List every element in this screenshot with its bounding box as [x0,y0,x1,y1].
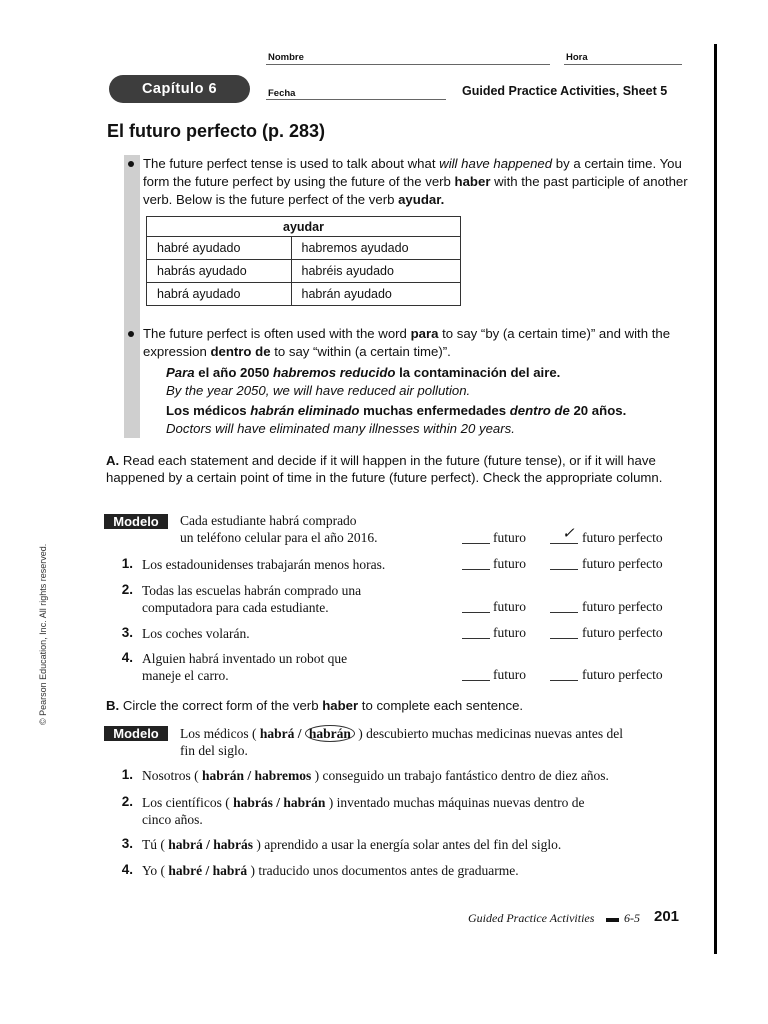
table-cell: habremos ayudado [291,237,460,260]
modelo-statement-line2: un teléfono celular para el año 2016. [180,530,378,545]
item-sentence: Tú ( habrá / habrás ) aprendido a usar la energía solar antes del fin del siglo. [142,837,562,852]
example-2: Los médicos habrán eliminado muchas enfermedades dentro de 20 años. [166,403,627,418]
futuro-perfecto-option: futuro perfecto [582,530,663,545]
info-sidebar-bar [124,155,140,438]
intro-paragraph-2: The future perfect is often used with the word para to say “by (a certain time)” and with the expression dentro de to say “within (a certain time)”. [143,326,671,359]
futuro-option: futuro [493,667,526,682]
intro-paragraph-1: The future perfect tense is used to talk about what will have happened by a certain time. You form the future perfect by using the future of the verb haber with the past participle of another verb. Below is the future perfect of the verb ayudar. [143,156,688,207]
modelo-badge: Modelo [104,726,168,741]
section-a-instructions: A. Read each statement and decide if it will happen in the future (future tense), or if it will have happened by a certain point of time in the future (future perfect). Check the appropriate column. [106,453,663,485]
item-number: 2. [121,582,133,597]
item-number: 3. [121,625,133,640]
item-statement-line2: maneje el carro. [142,668,229,683]
futuro-perfecto-blank [550,543,578,544]
page-title: El futuro perfecto (p. 283) [107,121,326,141]
futuro-perfecto-option: futuro perfecto [582,625,663,640]
bullet-icon [128,161,134,167]
table-cell: habrán ayudado [291,283,460,306]
futuro-option: futuro [493,530,526,545]
item-statement-line2: computadora para cada estudiante. [142,600,329,615]
futuro-blank[interactable] [462,680,490,681]
futuro-perfecto-blank[interactable] [550,638,578,639]
futuro-blank[interactable] [462,569,490,570]
modelo-badge: Modelo [104,514,168,529]
table-row [147,237,461,260]
futuro-perfecto-blank[interactable] [550,612,578,613]
example-1-translation: By the year 2050, we will have reduced air pollution. [166,383,471,398]
futuro-perfecto-option: futuro perfecto [582,667,663,682]
example-2-translation: Doctors will have eliminated many illnesses within 20 years. [166,421,515,436]
choice-options[interactable]: habrá / habrás [168,837,254,852]
item-number: 2. [121,794,133,809]
item-number: 1. [121,767,133,782]
example-1: Para el año 2050 habremos reducido la contaminación del aire. [166,365,561,380]
fecha-label: Fecha [268,88,296,99]
futuro-blank [462,543,490,544]
check-mark-icon: ✓ [562,526,575,542]
nombre-label: Nombre [268,52,304,63]
table-header: ayudar [147,217,461,237]
modelo-sentence-line2: fin del siglo. [180,743,248,758]
footer-label: Guided Practice Activities [468,911,595,925]
footer-dash [606,918,619,922]
futuro-perfecto-blank[interactable] [550,680,578,681]
modelo-sentence: Los médicos ( habrá / habrán ) descubierto muchas medicinas nuevas antes del [180,726,623,741]
page-edge-bar [714,44,717,954]
bullet-icon [128,331,134,337]
item-sentence: Los científicos ( habrás / habrán ) inventado muchas máquinas nuevas dentro de [142,795,585,810]
table-row [147,283,461,306]
futuro-perfecto-blank[interactable] [550,569,578,570]
chapter-badge: Capítulo 6 [109,75,250,103]
futuro-option: futuro [493,556,526,571]
item-number: 3. [121,836,133,851]
table-row [147,260,461,283]
table-cell: habrá ayudado [147,283,292,306]
item-statement: Alguien habrá inventado un robot que [142,651,348,666]
futuro-blank[interactable] [462,612,490,613]
futuro-blank[interactable] [462,638,490,639]
sheet-title: Guided Practice Activities, Sheet 5 [462,84,668,98]
item-number: 1. [121,556,133,571]
choice-options[interactable]: habrán / habremos [202,768,312,783]
choice-options[interactable]: habré / habrá [168,863,248,878]
choice-options[interactable]: habrás / habrán [233,795,326,810]
futuro-option: futuro [493,599,526,614]
futuro-perfecto-option: futuro perfecto [582,599,663,614]
table-cell: habrás ayudado [147,260,292,283]
circled-answer: habrán [305,725,355,742]
item-number: 4. [121,650,133,665]
item-statement: Los coches volarán. [142,626,250,641]
modelo-statement-line1: Cada estudiante habrá comprado [180,513,357,528]
table-cell: habré ayudado [147,237,292,260]
hora-label: Hora [566,52,588,63]
item-statement: Todas las escuelas habrán comprado una [142,583,362,598]
futuro-perfecto-option: futuro perfecto [582,556,663,571]
section-b-instructions: B. Circle the correct form of the verb haber to complete each sentence. [106,698,524,713]
footer-section: 6-5 [624,911,640,925]
item-sentence: Nosotros ( habrán / habremos ) conseguido un trabajo fantástico dentro de diez años. [142,768,609,783]
futuro-option: futuro [493,625,526,640]
hora-line [564,64,682,65]
copyright-notice: © Pearson Education, Inc. All rights reserved. [38,543,48,725]
nombre-line [266,64,550,65]
page-number: 201 [654,908,680,925]
item-sentence: Yo ( habré / habrá ) traducido unos documentos antes de graduarme. [142,863,519,878]
table-cell: habréis ayudado [291,260,460,283]
item-statement: Los estadounidenses trabajarán menos horas. [142,557,386,572]
item-sentence-line2: cinco años. [142,812,203,827]
conjugation-table [146,216,461,306]
fecha-line [266,99,446,100]
item-number: 4. [121,862,133,877]
